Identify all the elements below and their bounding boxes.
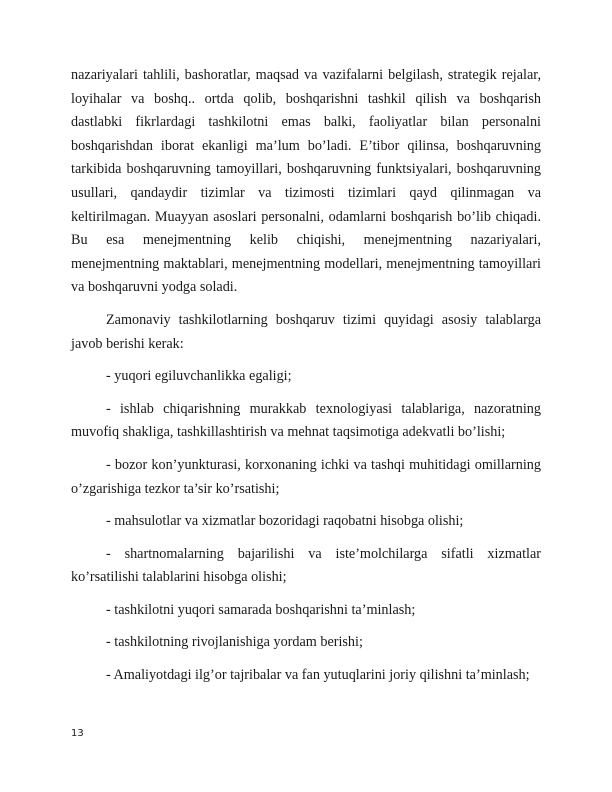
list-item: - Amaliyotdagi ilg’or tajribalar va fan yutuqlarini joriy qilishni ta’minlash; (106, 667, 530, 684)
list-item: - tashkilotning rivojlanishiga yordam berishi; (106, 634, 363, 651)
list-item: - tashkilotni yuqori samarada boshqarishni ta’minlash; (106, 601, 416, 618)
document-body (71, 64, 541, 688)
list-item: - bozor kon’yunkturasi, korxonaning ichki va tashqi muhitidagi omillarning o’zgarishiga tezkor ta’sir ko’rsatishi; (71, 456, 541, 497)
page-number: 13 (71, 728, 84, 739)
list-item: - yuqori egiluvchanlikka egaligi; (106, 368, 292, 385)
list-item: - shartnomalarning bajarilishi va iste’molchilarga sifatli xizmatlar ko’rsatilishi talablarini hisobga olishi; (71, 545, 541, 586)
body-paragraph: nazariyalari tahlili, bashoratlar, maqsad va vazifalarni belgilash, strategik rejalar, loyihalar va boshq.. ortda qolib, boshqarishni tashkil qilish va boshqarish dastlabki fikrlardagi tashkilotni emas balki, faoliyatlar bilan personalni boshqarishdan iborat ekanligi ma’lum bo’ladi. E’tibor qilinsa, boshqaruvning tarkibida boshqaruvning tamoyillari, boshqaruvning funktsiyalari, boshqaruvning usullari, qandaydir tizimlar va tizimosti tizimlari qayd qilinmagan va keltirilmagan. Muayyan asoslari personalni, odamlarni boshqarish bo’lib chiqadi. Bu esa menejmentning kelib chiqishi, menejmentning nazariyalari, menejmentning maktablari, menejmentning modellari, menejmentning tamoyillari va boshqaruvni yodga soladi. (71, 67, 541, 296)
list-item: - ishlab chiqarishning murakkab texnologiyasi talablariga, nazoratning muvofiq shakliga, tashkillashtirish va mehnat taqsimotiga adekvatli bo’lishi; (71, 400, 541, 441)
list-item: - mahsulotlar va xizmatlar bozoridagi raqobatni hisobga olishi; (106, 513, 464, 530)
body-paragraph: Zamonaviy tashkilotlarning boshqaruv tizimi quyidagi asosiy talablarga javob berishi kerak: (71, 311, 541, 352)
